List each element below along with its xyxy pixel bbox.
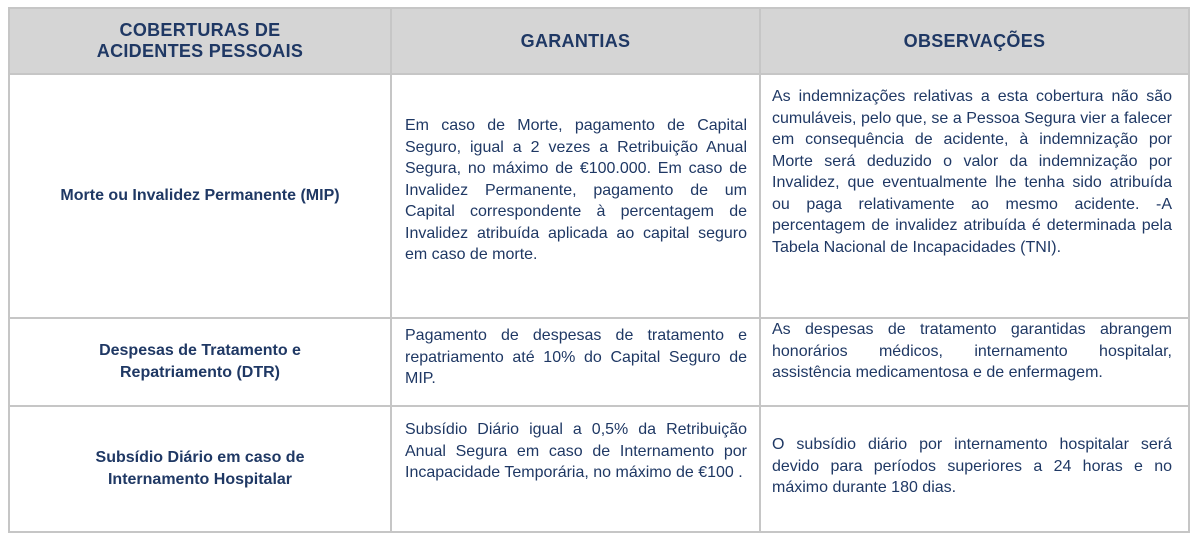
coverage-cell: Morte ou Invalidez Permanente (MIP): [9, 74, 391, 318]
observation-cell: O subsídio diário por internamento hospitalar será devido para períodos superiores a 24 horas e no máximo durante 180 dias.: [760, 406, 1189, 532]
observation-cell: As indemnizações relativas a esta cobertura não são cumuláveis, pelo que, se a Pessoa Segura vier a falecer em consequência de acidente, à indemnização por Morte será deduzido o valor da indemnização por Invalidez, que eventualmente lhe tenha sido atribuída ou paga relativamente ao mesmo acidente. -A percentagem de invalidez atribuída é determinada pela Tabela Nacional de Incapacidades (TNI).: [760, 74, 1189, 318]
table-row: [9, 74, 1189, 318]
header-coverage: COBERTURAS DE ACIDENTES PESSOAIS: [9, 8, 391, 74]
table-row: [9, 406, 1189, 532]
guarantee-cell: Em caso de Morte, pagamento de Capital Seguro, igual a 2 vezes a Retribuição Anual Segura, no máximo de €100.000. Em caso de Invalidez Permanente, pagamento de um Capital correspondente à percentagem de Invalidez atribuída aplicada ao capital seguro em caso de morte.: [391, 74, 760, 318]
coverage-table: [8, 7, 1190, 533]
header-observations: OBSERVAÇÕES: [760, 8, 1189, 74]
header-row: [9, 8, 1189, 74]
guarantee-cell: Subsídio Diário igual a 0,5% da Retribuição Anual Segura em caso de Internamento por Incapacidade Temporária, no máximo de €100 .: [391, 406, 760, 532]
coverage-cell: Despesas de Tratamento e Repatriamento (DTR): [9, 318, 391, 406]
guarantee-cell: Pagamento de despesas de tratamento e repatriamento até 10% do Capital Seguro de MIP.: [391, 318, 760, 406]
header-guarantees: GARANTIAS: [391, 8, 760, 74]
table-row: [9, 318, 1189, 406]
coverage-cell: Subsídio Diário em caso de Internamento Hospitalar: [9, 406, 391, 532]
observation-cell: As despesas de tratamento garantidas abrangem honorários médicos, internamento hospitalar, assistência medicamentosa e de enfermagem.: [760, 318, 1189, 406]
